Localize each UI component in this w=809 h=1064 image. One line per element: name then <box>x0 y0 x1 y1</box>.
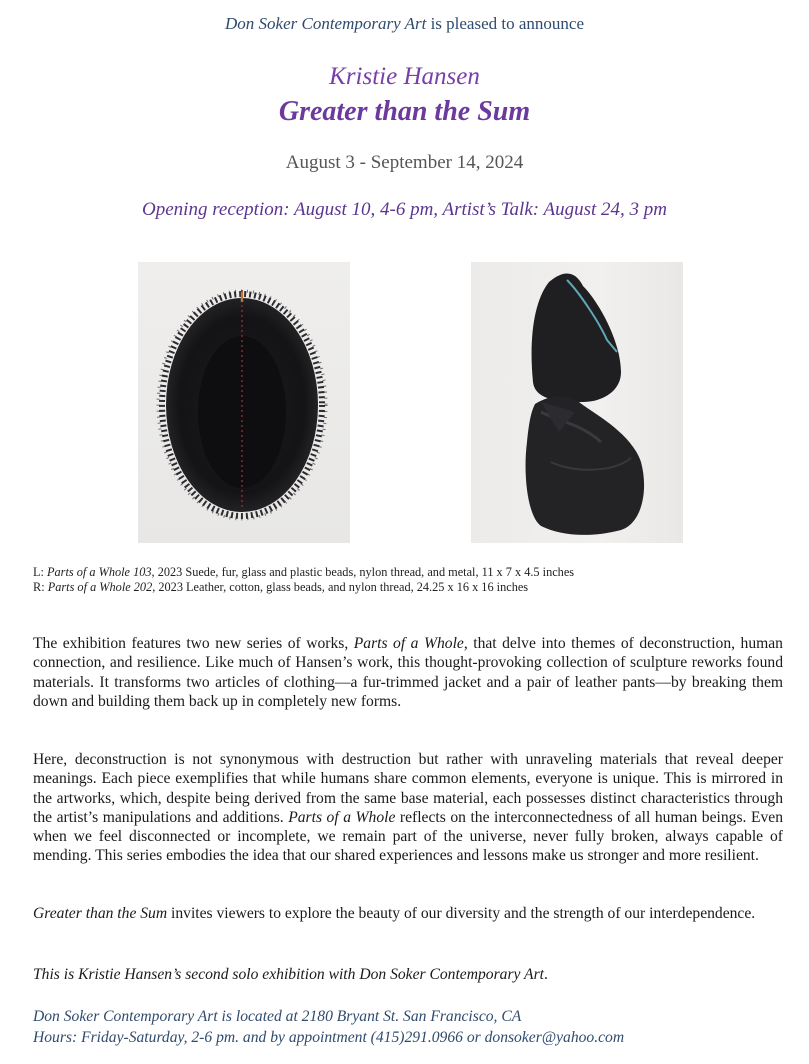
gallery-location: Don Soker Contemporary Art is located at 2180 Bryant St. San Francisco, CA <box>33 1008 522 1025</box>
announcement <box>0 14 809 34</box>
p1-series-title: Parts of a Whole <box>353 635 464 652</box>
reception-info: Opening reception: August 10, 4-6 pm, Artist’s Talk: August 24, 3 pm <box>142 199 667 220</box>
paragraph-solo-note <box>33 965 783 984</box>
paragraph-intro <box>33 634 783 711</box>
artwork-right-image <box>471 262 683 543</box>
p3-text-b: invites viewers to explore the beauty of our diversity and the strength of our interdependence. <box>167 905 756 922</box>
fur-sculpture-image <box>138 262 350 543</box>
caption-right <box>33 580 783 595</box>
caption-left-details: , 2023 Suede, fur, glass and plastic beads, nylon thread, and metal, 11 x 7 x 4.5 inches <box>151 565 575 579</box>
artwork-left-image <box>138 262 350 543</box>
announcement-text: is pleased to announce <box>426 14 584 33</box>
paragraph-deconstruction <box>33 750 783 866</box>
p3-exhibition-title: Greater than the Sum <box>33 905 168 922</box>
exhibition-title: Greater than the Sum <box>278 96 531 127</box>
p2-text-c: reflects on the interconnectedness of all human beings. Even when we feel disconnected or incomplete, we remain part of the universe, never fully broken, always capable of mending. This series embodies the idea that our shared experiences and lessons make us stronger and more resilient. <box>33 808 783 865</box>
p4-text-a: This is Kristie Hansen’s second solo exhibition with Don Soker Contemporary Art <box>33 966 544 983</box>
caption-left-prefix: L: <box>33 565 48 579</box>
p2-series-title: Parts of a Whole <box>288 808 396 826</box>
paragraph-invitation <box>33 904 783 923</box>
artist-name: Kristie Hansen <box>329 63 480 90</box>
p1-text-c: , that delve into themes of deconstruction, human connection, and resilience. Like much of Hansen’s work, this thought-provoking collection of sculpture reworks found materials. It transforms two articles of clothing—a fur-trimmed jacket and a pair of leather pants—by breaking them down and building them back up in completely new forms. <box>33 635 783 710</box>
caption-right-details: , 2023 Leather, cotton, glass beads, and nylon thread, 24.25 x 16 x 16 inches <box>152 580 529 594</box>
caption-right-title: Parts of a Whole 202 <box>47 580 153 594</box>
image-captions <box>33 565 783 595</box>
exhibition-dates: August 3 - September 14, 2024 <box>285 152 524 173</box>
p1-text-a: The exhibition features two new series of works, <box>33 635 354 652</box>
gallery-footer <box>33 1006 793 1048</box>
p2-text-a: Here, deconstruction is not synonymous with destruction but rather with unraveling materials that reveal deeper meanings. Each piece exemplifies that while humans share common elements, everyone is unique. This is mirrored in the artworks, which, despite being derived from the same base material, each possesses distinct characteristics through the artist’s manipulations and additions. <box>33 751 783 826</box>
caption-left-title: Parts of a Whole 103 <box>47 565 152 579</box>
gallery-name: Don Soker Contemporary Art <box>225 14 427 33</box>
gallery-hours: Hours: Friday-Saturday, 2-6 pm. and by appointment (415)291.0966 or donsoker@yahoo.com <box>33 1029 625 1046</box>
caption-right-prefix: R: <box>33 580 48 594</box>
p4-text-b: . <box>543 966 548 983</box>
caption-left <box>33 565 783 580</box>
leather-sculpture-image <box>471 262 683 543</box>
